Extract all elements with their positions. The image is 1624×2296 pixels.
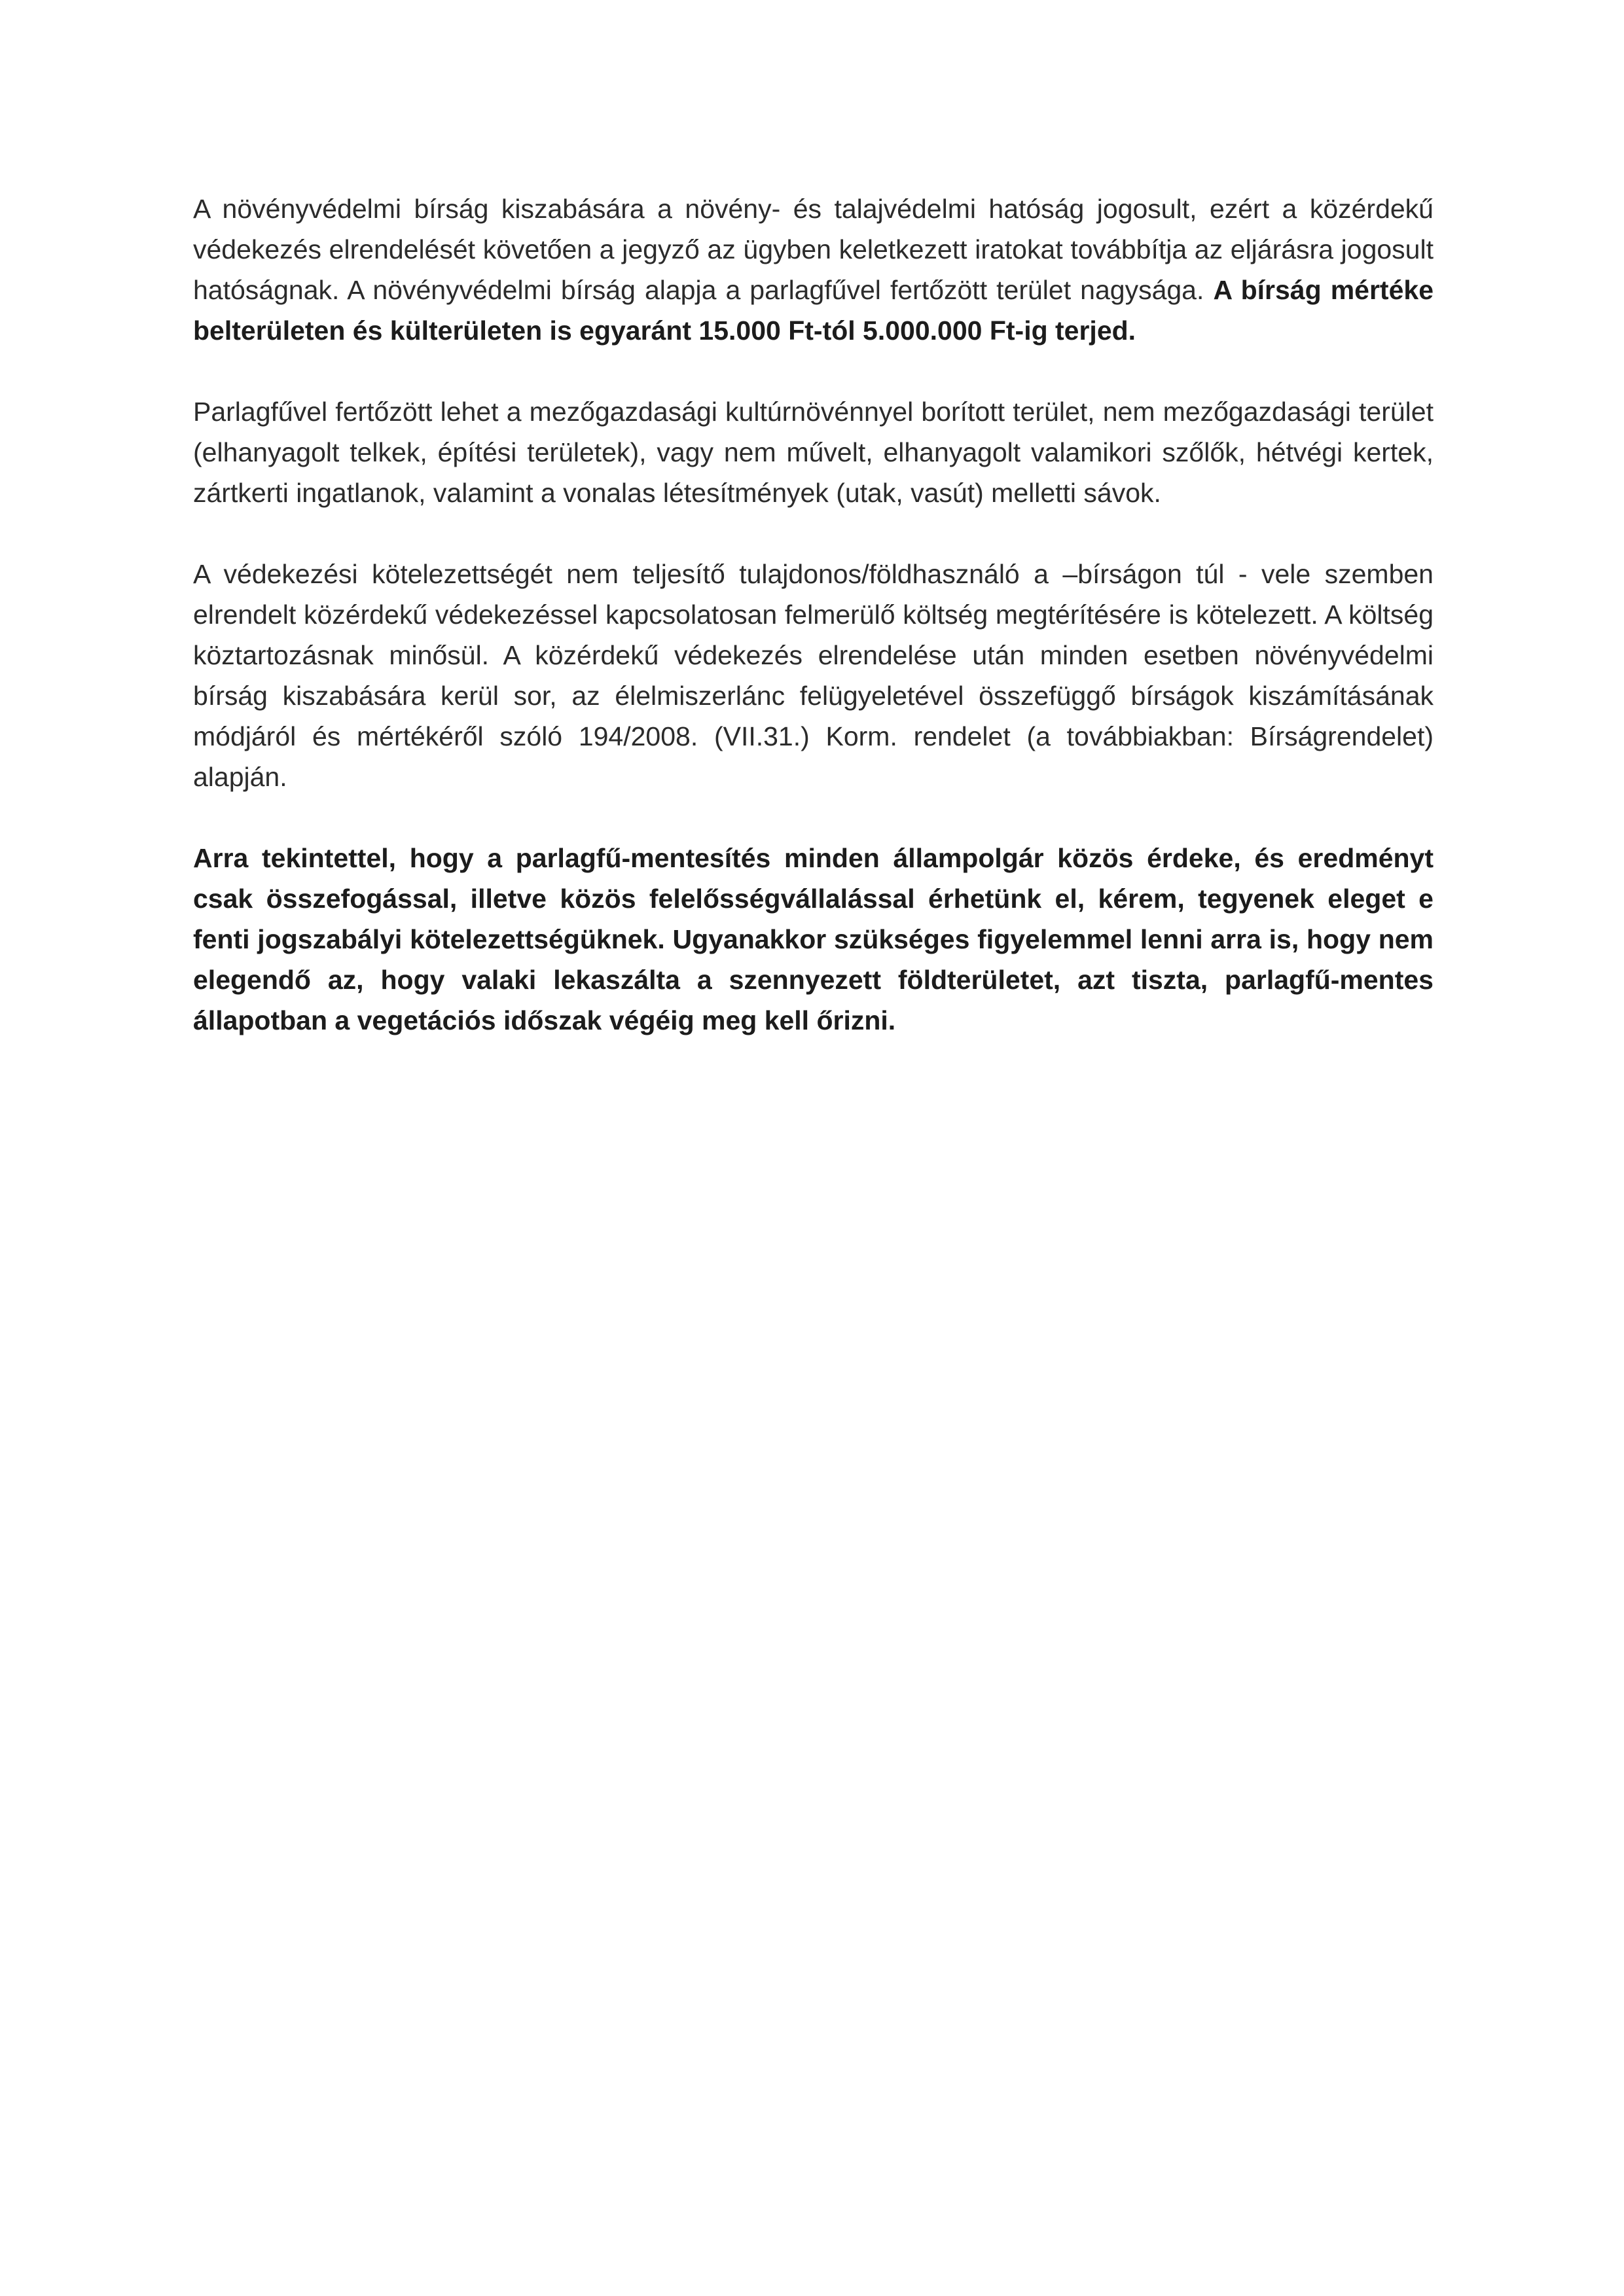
paragraph-text: A növényvédelmi bírság kiszabására a növény- és talajvédelmi hatóság jogosult, ezért a közérdekű védekezés elrendelését követően a jegyző az ügyben keletkezett iratokat továbbítja az eljárásra jogosult hatóságnak. A növényvédelmi bírság alapja a parlagfűvel fertőzött terület nagysága. xyxy=(193,194,1434,305)
document-page xyxy=(193,188,1434,1041)
paragraph-text: A védekezési kötelezettségét nem teljesítő tulajdonos/földhasználó a –bírságon túl - vele szemben elrendelt közérdekű védekezéssel kapcsolatosan felmerülő költség megtérítésére is kötelezett. A költség köztartozásnak minősül. A közérdekű védekezés elrendelése után minden esetben növényvédelmi bírság kiszabására kerül sor, az élelmiszerlánc felügyeletével összefüggő bírságok kiszámításának módjáról és mértékéről szóló 194/2008. (VII.31.) Korm. rendelet (a továbbiakban: Bírságrendelet) alapján. xyxy=(193,559,1434,792)
paragraph-infested-areas xyxy=(193,391,1434,513)
fine-amount-statement: A bírság mértéke belterületen és külterületen is egyaránt 15.000 Ft-tól 5.000.000 Ft-ig terjed. xyxy=(193,275,1434,346)
paragraph-appeal xyxy=(193,838,1434,1041)
paragraph-fine-authority xyxy=(193,188,1434,351)
paragraph-text: Parlagfűvel fertőzött lehet a mezőgazdasági kultúrnövénnyel borított terület, nem mezőgazdasági terület (elhanyagolt telkek, építési területek), vagy nem művelt, elhanyagolt valamikori szőlők, hétvégi kertek, zártkerti ingatlanok, valamint a vonalas létesítmények (utak, vasút) melletti sávok. xyxy=(193,397,1434,508)
paragraph-cost-obligation xyxy=(193,554,1434,797)
paragraph-text: Arra tekintettel, hogy a parlagfű-mentesítés minden állampolgár közös érdeke, és eredményt csak összefogással, illetve közös felelősségvállalással érhetünk el, kérem, tegyenek eleget e fenti jogszabályi kötelezettségüknek. Ugyanakkor szükséges figyelemmel lenni arra is, hogy nem elegendő az, hogy valaki lekaszálta a szennyezett földterületet, azt tiszta, parlagfű-mentes állapotban a vegetációs időszak végéig meg kell őrizni. xyxy=(193,843,1434,1035)
